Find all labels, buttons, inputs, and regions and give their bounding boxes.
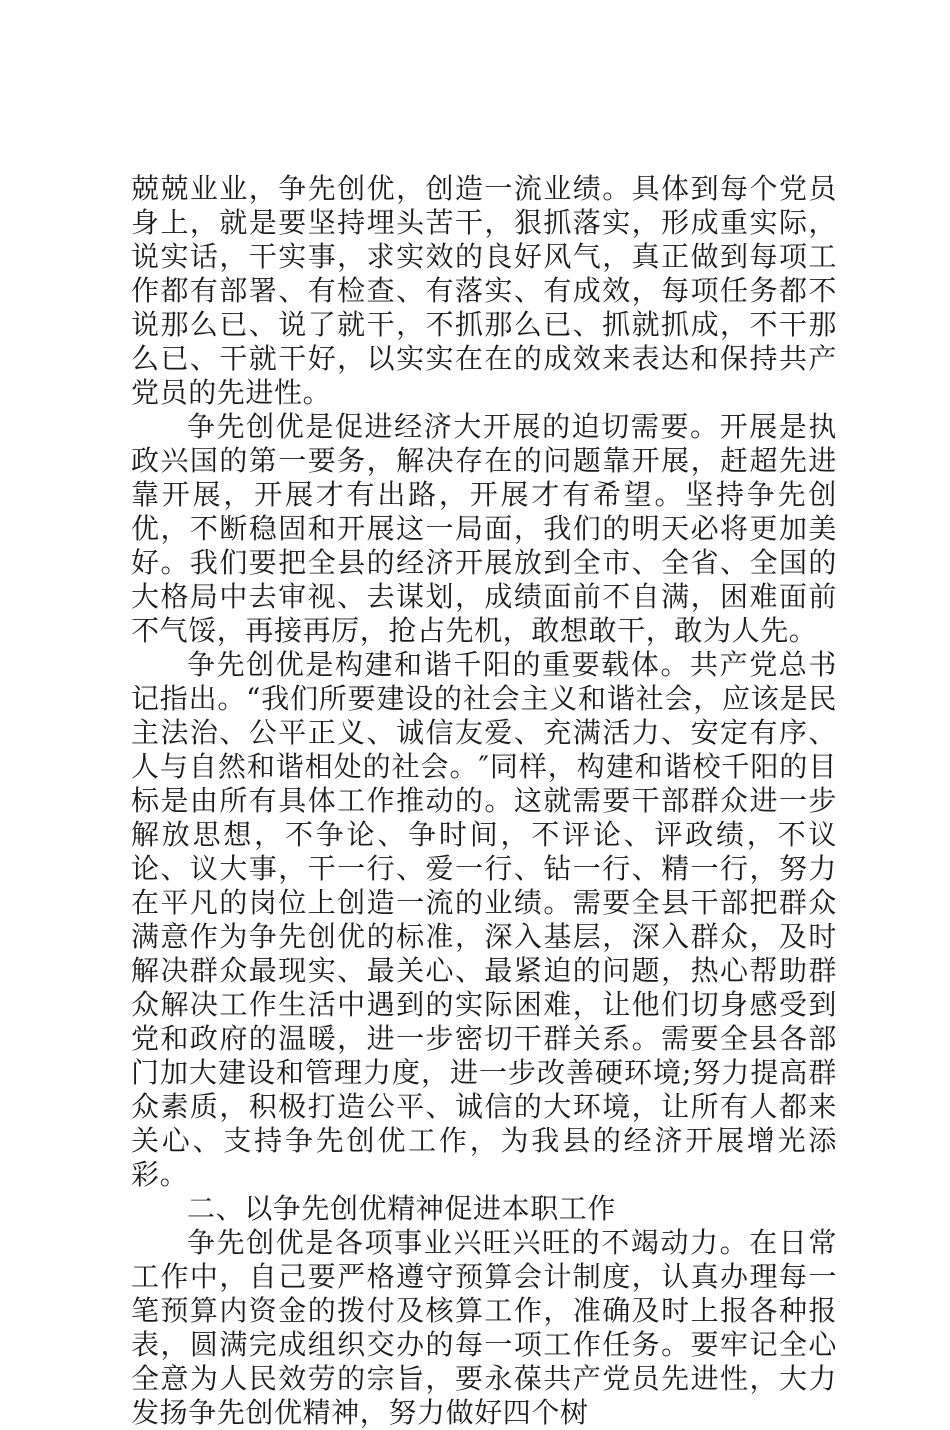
paragraph-economic-development: 争先创优是促进经济大开展的迫切需要。开展是执政兴国的第一要务，解决存在的问题靠开展，赶超先进靠开展，开展才有出路，开展才有希望。坚持争先创优，不断稳固和开展这一局面，我们的明天必将更加美好。我们要把全县的经济开展放到全市、全省、全国的大格局中去审视、去谋划，成绩面前不自满，困难面前不气馁，再接再厉，抢占先机，敢想敢干，敢为人先。 xyxy=(131,410,837,647)
section-heading-2: 二、以争先创优精神促进本职工作 xyxy=(187,1192,617,1225)
document-body xyxy=(131,172,837,1430)
paragraph-daily-work: 争先创优是各项事业兴旺兴旺的不竭动力。在日常工作中，自己要严格遵守预算会计制度，认真办理每一笔预算内资金的拨付及核算工作，准确及时上报各种报表，圆满完成组织交办的每一项工作任务。要牢记全心全意为人民效劳的宗旨，要永葆共产党员先进性，大力发扬争先创优精神，努力做好四个树 xyxy=(131,1226,837,1429)
paragraph-continuation: 兢兢业业，争先创优，创造一流业绩。具体到每个党员身上，就是要坚持埋头苦干，狠抓落实，形成重实际，说实话，干实事，求实效的良好风气，真正做到每项工作都有部署、有检查、有落实、有成效，每项任务都不说那么已、说了就干，不抓那么已、抓就抓成，不干那么已、干就干好，以实实在在的成效来表达和保持共产党员的先进性。 xyxy=(131,172,837,409)
paragraph-harmonious-qianyang: 争先创优是构建和谐千阳的重要载体。共产党总书记指出。“我们所要建设的社会主义和谐社会，应该是民主法治、公平正义、诚信友爱、充满活力、安定有序、人与自然和谐相处的社会。″同样，构建和谐校千阳的目标是由所有具体工作推动的。这就需要干部群众进一步解放思想，不争论、争时间，不评论、评政绩，不议论、议大事，干一行、爱一行、钻一行、精一行，努力在平凡的岗位上创造一流的业绩。需要全县干部把群众满意作为争先创优的标准，深入基层，深入群众，及时解决群众最现实、最关心、最紧迫的问题，热心帮助群众解决工作生活中遇到的实际困难，让他们切身感受到党和政府的温暖，进一步密切干群关系。需要全县各部门加大建设和管理力度，进一步改善硬环境;努力提高群众素质，积极打造公平、诚信的大环境，让所有人都来关心、支持争先创优工作，为我县的经济开展增光添彩。 xyxy=(131,648,837,1191)
